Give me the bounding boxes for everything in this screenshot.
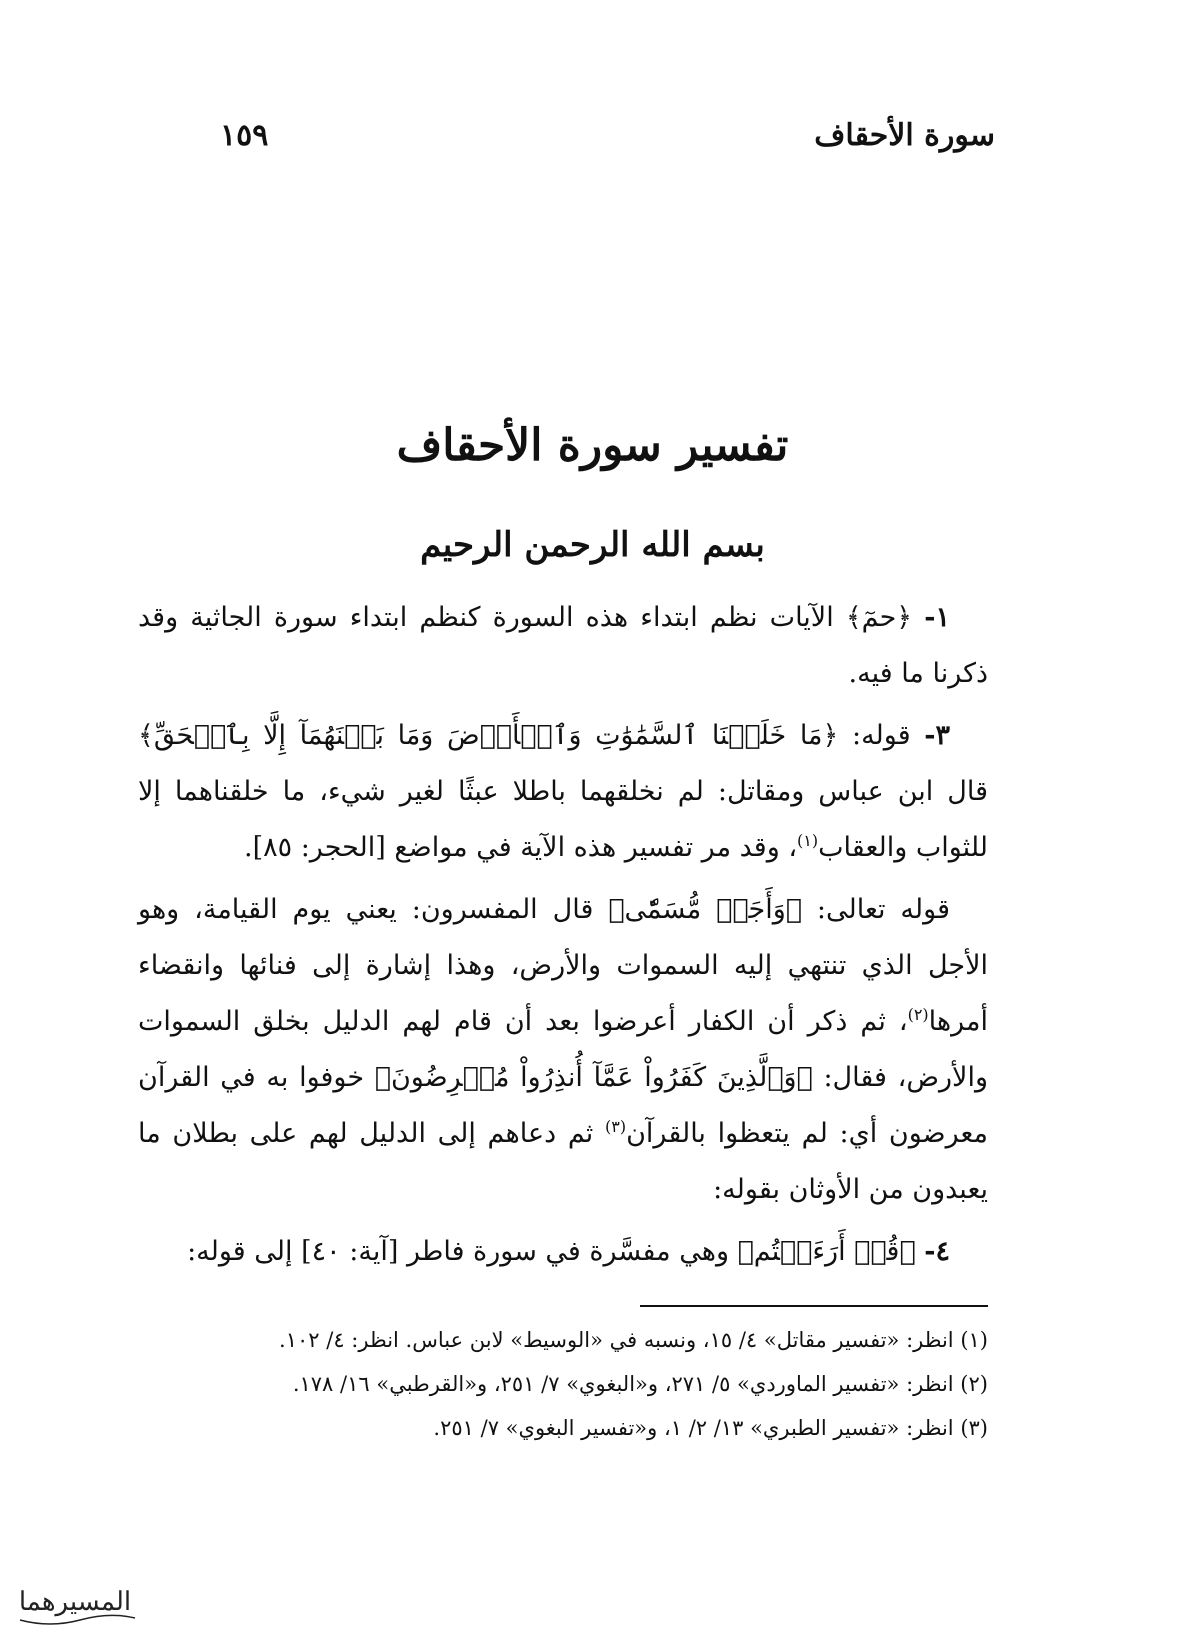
- footnote-ref-3: (٣): [605, 1117, 627, 1136]
- paragraph-text: وهي مفسَّرة في سورة فاطر [آية: ٤٠] إلى قوله:: [187, 1236, 730, 1267]
- page-number: ١٥٩: [220, 118, 269, 153]
- logo-text: المسيرهما: [18, 1587, 132, 1617]
- paragraph-text: الآيات نظم ابتداء هذه السورة كنظم ابتداء سورة الجاثية وقد ذكرنا ما فيه.: [138, 602, 988, 689]
- verse-number: ٣-: [924, 720, 950, 751]
- quran-quote: ﴿قُلۡ أَرَءَيۡتُم﴾: [737, 1236, 916, 1267]
- quran-quote: ﴿حمٓ﴾: [845, 602, 913, 633]
- footnote-1: (١) انظر: «تفسير مقاتل» ٤/ ١٥، ونسبه في «الوسيط» لابن عباس. انظر: ٤/ ١٠٢.: [279, 1328, 988, 1352]
- paragraph-text: ، ثم ذكر أن الكفار أعرضوا بعد أن قام لهم الدليل بخلق السموات والأرض، فقال:: [138, 1006, 988, 1093]
- verse-number: ٤-: [924, 1236, 950, 1267]
- quran-quote: ﴿مَا خَلَقۡنَا ٱلسَّمَٰوَٰتِ وَٱلۡأَرۡضَ وَمَا بَيۡنَهُمَآ إِلَّا بِٱلۡحَقِّ﴾: [138, 720, 839, 751]
- quran-quote: ﴿وَٱلَّذِينَ كَفَرُواْ عَمَّآ أُنذِرُواْ مُعۡرِضُونَ﴾: [374, 1062, 813, 1093]
- paragraph-text: ثم دعاهم إلى الدليل لهم على بطلان ما يعبدون من الأوثان بقوله:: [138, 1118, 988, 1205]
- footnote-3: (٣) انظر: «تفسير الطبري» ١٣/ ٢/ ١، و«تفسير البغوي» ٧/ ٢٥١.: [433, 1416, 988, 1440]
- footnotes: [150, 1318, 988, 1450]
- main-text: [138, 590, 988, 1286]
- quran-quote: ﴿وَأَجَلٖ مُّسَمّٗى﴾: [608, 894, 802, 925]
- running-title: سورة الأحقاف: [814, 118, 995, 153]
- paragraph-text: خوفوا به في القرآن معرضون أي: لم يتعظوا بالقرآن: [138, 1062, 988, 1149]
- basmala: بسم الله الرحمن الرحيم: [420, 525, 765, 565]
- footnote-ref-1: (١): [797, 831, 819, 850]
- footnote-divider: [640, 1305, 988, 1307]
- footnote-2: (٢) انظر: «تفسير الماوردي» ٥/ ٢٧١، و«البغوي» ٧/ ٢٥١، و«القرطبي» ١٦/ ١٧٨.: [292, 1372, 988, 1396]
- paragraph-4: [138, 1224, 988, 1280]
- footnote-ref-2: (٢): [907, 1005, 929, 1024]
- paragraph-1: [138, 590, 988, 702]
- publisher-logo-icon: [10, 1572, 140, 1632]
- paragraph-text: قال المفسرون: يعني يوم القيامة، وهو الأجل الذي تنتهي إليه السموات والأرض، وهذا إشارة إلى فنائها وانقضاء أمرها: [138, 894, 988, 1037]
- paragraph-3: [138, 882, 988, 1218]
- paragraph-text: ، وقد مر تفسير هذه الآية في مواضع [الحجر: ٨٥].: [243, 832, 798, 863]
- paragraph-lead: قوله تعالى:: [816, 894, 950, 925]
- paragraph-lead: قوله:: [851, 720, 911, 751]
- running-header: [200, 118, 995, 168]
- paragraph-text: قال ابن عباس ومقاتل: لم نخلقهما باطلا عبثًا لغير شيء، ما خلقناهما إلا للثواب والعقاب: [138, 776, 988, 863]
- chapter-title: تفسير سورة الأحقاف: [396, 420, 789, 471]
- verse-number: ١-: [924, 602, 950, 633]
- paragraph-2: [138, 708, 988, 876]
